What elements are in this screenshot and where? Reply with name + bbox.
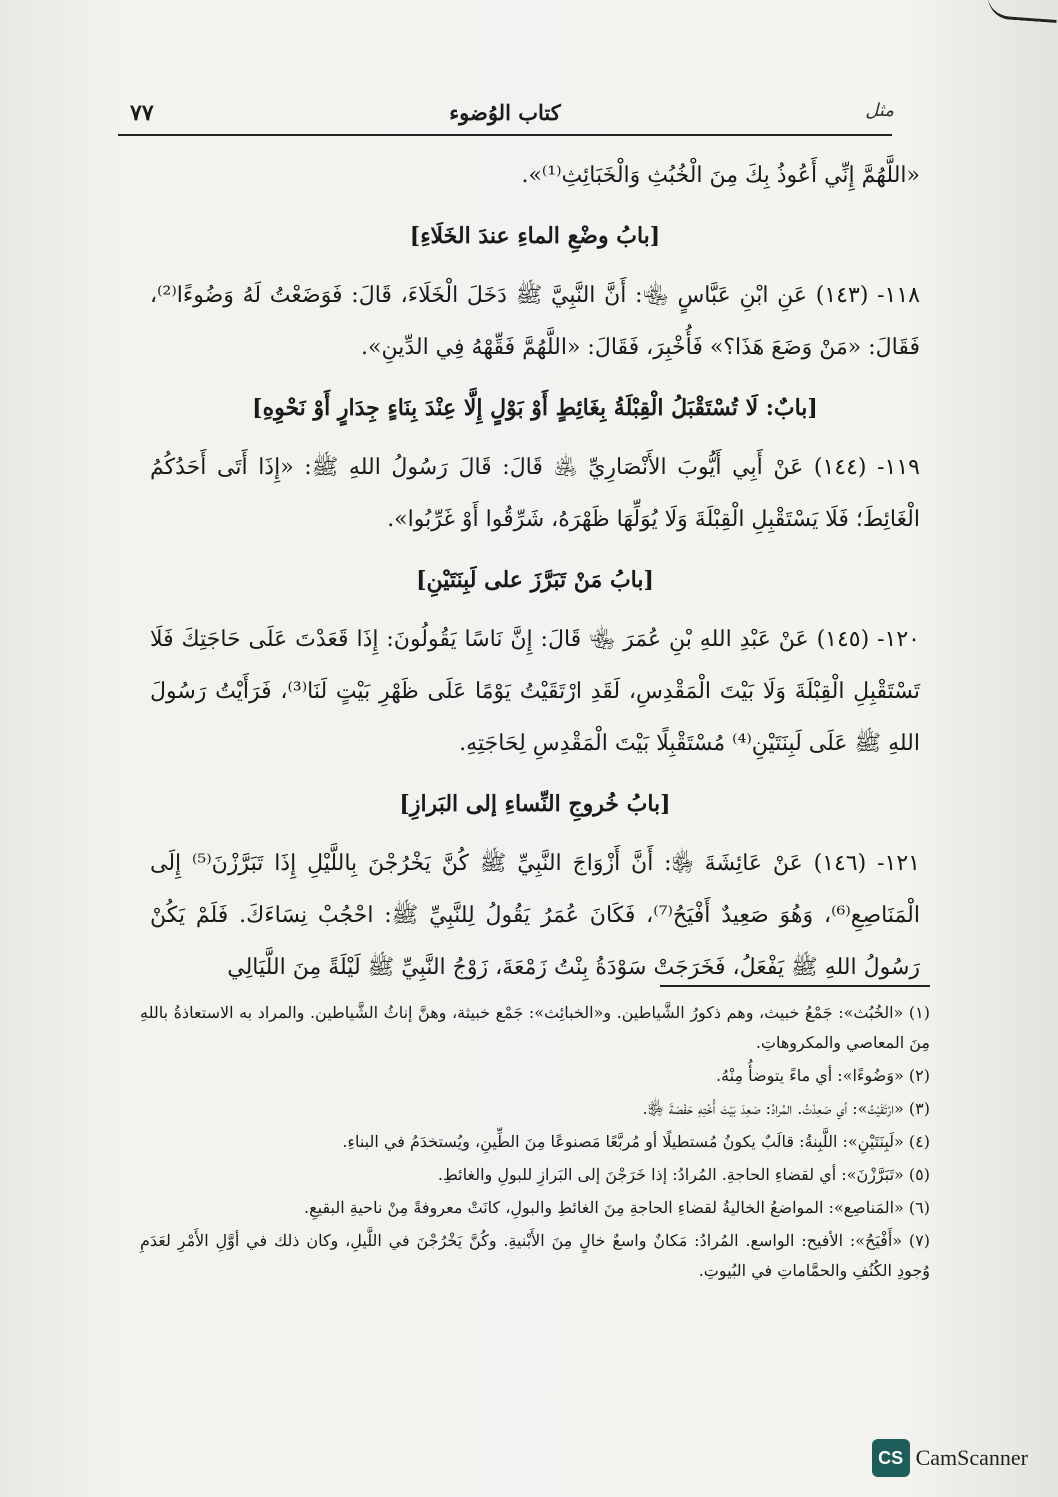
footnote-rule — [660, 985, 930, 987]
camscanner-logo-icon: CS — [872, 1439, 910, 1477]
section-heading: [بابٌ: لَا تُسْتَقْبَلُ الْقِبْلَةُ بِغَائِطٍ أَوْ بَوْلٍ إِلَّا عِنْدَ بِنَاءٍ جِدَارٍ أَوْ نَحْوِهِ] — [252, 395, 818, 421]
page-header — [118, 100, 892, 134]
footnote: (١) «الخُبُث»: جَمْعُ خبيث، وهم ذكورُ الشَّياطين. و«الخبائِث»: جَمْع خبيثة، وهنَّ إناثُ الشَّياطين. والمراد به الاستعاذةُ باللهِ مِنَ المعاصي والمكروهاتِ. — [140, 1003, 930, 1052]
paragraph: «اللَّهُمَّ إِنِّي أَعُوذُ بِكَ مِنَ الْخُبُثِ وَالْخَبَائِثِ⁽¹⁾». — [521, 163, 920, 188]
paragraph: ١١٨- (١٤٣) عَنِ ابْنِ عَبَّاسٍ ﵄: أَنَّ النَّبِيَّ ﷺ دَخَلَ الْخَلَاءَ، قَالَ: فَوَضَعْتُ لَهُ وَضُوءًا⁽²⁾، فَقَالَ: «مَنْ وَضَعَ هَذَا؟» فَأُخْبِرَ، فَقَالَ: «اللَّهُمَّ فَقِّهْهُ فِي الدِّينِ». — [150, 283, 920, 360]
footnote: (٥) «تَبَرَّزْنَ»: أي لقضاءِ الحاجةِ. المُرادُ: إذا خَرَجْنَ إلى البَرازِ للبولِ والغائطِ. — [437, 1165, 930, 1184]
section-heading: [بابُ خُروجِ النِّساءِ إلى البَرازِ] — [399, 791, 671, 817]
page-number: ٧٧ — [130, 100, 154, 126]
chapter-title: كتاب الوُضوء — [449, 100, 561, 125]
footnote: (٣) «ارْتَقَيْتُ»: أي صَعِدْتُ. المُرادُ: صَعِدَ بَيْتَ أُخْتِهِ حَفْصَةَ ﵂. — [642, 1099, 930, 1118]
footnote: (٤) «لَبِنَتَيْنِ»: اللَّبِنةُ: قالَبٌ يكونُ مُستطيلًا أو مُربَّعًا مَصنوعًا مِنَ الطِّينِ، ويُستخدَمُ في البناءِ. — [342, 1132, 930, 1151]
section-heading: [بابُ وضْعِ الماءِ عندَ الخَلَاءِ] — [409, 223, 661, 249]
paragraph: ١١٩- (١٤٤) عَنْ أَبِي أَيُّوبَ الأَنْصَارِيِّ ﵁ قَالَ: قَالَ رَسُولُ اللهِ ﷺ: «إِذَا أَتَى أَحَدُكُمُ الْغَائِطَ؛ فَلَا يَسْتَقْبِلِ الْقِبْلَةَ وَلَا يُوَلِّهَا ظَهْرَهُ، شَرِّقُوا أَوْ غَرِّبُوا». — [150, 455, 920, 532]
header-ornament: مثل — [865, 100, 894, 121]
main-text — [150, 150, 920, 994]
paragraph: ١٢٠- (١٤٥) عَنْ عَبْدِ اللهِ بْنِ عُمَرَ ﵄ قَالَ: إِنَّ نَاسًا يَقُولُونَ: إِذَا قَعَدْتَ عَلَى حَاجَتِكَ فَلَا تَسْتَقْبِلِ الْقِبْلَةَ وَلَا بَيْتَ الْمَقْدِسِ، لَقَدِ ارْتَقَيْتُ يَوْمًا عَلَى ظَهْرِ بَيْتٍ لَنَا⁽³⁾، فَرَأَيْتُ رَسُولَ اللهِ ﷺ عَلَى لَبِنَتَيْنِ⁽⁴⁾ مُسْتَقْبِلًا بَيْتَ الْمَقْدِسِ لِحَاجَتِهِ. — [150, 627, 920, 756]
footnotes — [140, 998, 930, 1289]
paragraph: ١٢١- (١٤٦) عَنْ عَائِشَةَ ﵂: أَنَّ أَزْوَاجَ النَّبِيِّ ﷺ كُنَّ يَخْرُجْنَ بِاللَّيْلِ إِذَا تَبَرَّزْنَ⁽⁵⁾ إِلَى الْمَنَاصِعِ⁽⁶⁾، وَهُوَ صَعِيدٌ أَفْيَحُ⁽⁷⁾، فَكَانَ عُمَرُ يَقُولُ لِلنَّبِيِّ ﷺ: احْجُبْ نِسَاءَكَ. فَلَمْ يَكُنْ رَسُولُ اللهِ ﷺ يَفْعَلُ، فَخَرَجَتْ سَوْدَةُ بِنْتُ زَمْعَةَ، زَوْجُ النَّبِيِّ ﷺ لَيْلَةً مِنَ اللَّيَالِي — [150, 851, 920, 980]
footnote: (٦) «المَناصِع»: المواضعُ الخاليةُ لقضاءِ الحاجةِ مِنَ الغائطِ والبولِ، كانَتْ معروفةً مِنْ ناحيةِ البقيعِ. — [304, 1198, 930, 1217]
footnote: (٧) «أَفْيَحُ»: الأفيح: الواسع. المُرادُ: مَكانٌ واسعٌ خالٍ مِنَ الأَبْنيةِ. وكُنَّ يَخْرُجْنَ في اللَّيلِ، وكان ذلك في أوَّلِ الأَمْرِ لعَدَمِ وُجودِ الكُنُفِ والحمَّاماتِ في البُيوتِ. — [140, 1231, 930, 1280]
camscanner-brand: CamScanner — [915, 1445, 1028, 1470]
header-rule — [118, 134, 892, 136]
section-heading: [بابُ مَنْ تَبَرَّزَ على لَبِنَتَيْنِ] — [416, 567, 654, 593]
footnote: (٢) «وَضُوءًا»: أي ماءً يتوضأُ مِنْهُ. — [715, 1066, 930, 1085]
page-edge-mark — [987, 0, 1058, 23]
camscanner-watermark — [872, 1439, 1028, 1477]
